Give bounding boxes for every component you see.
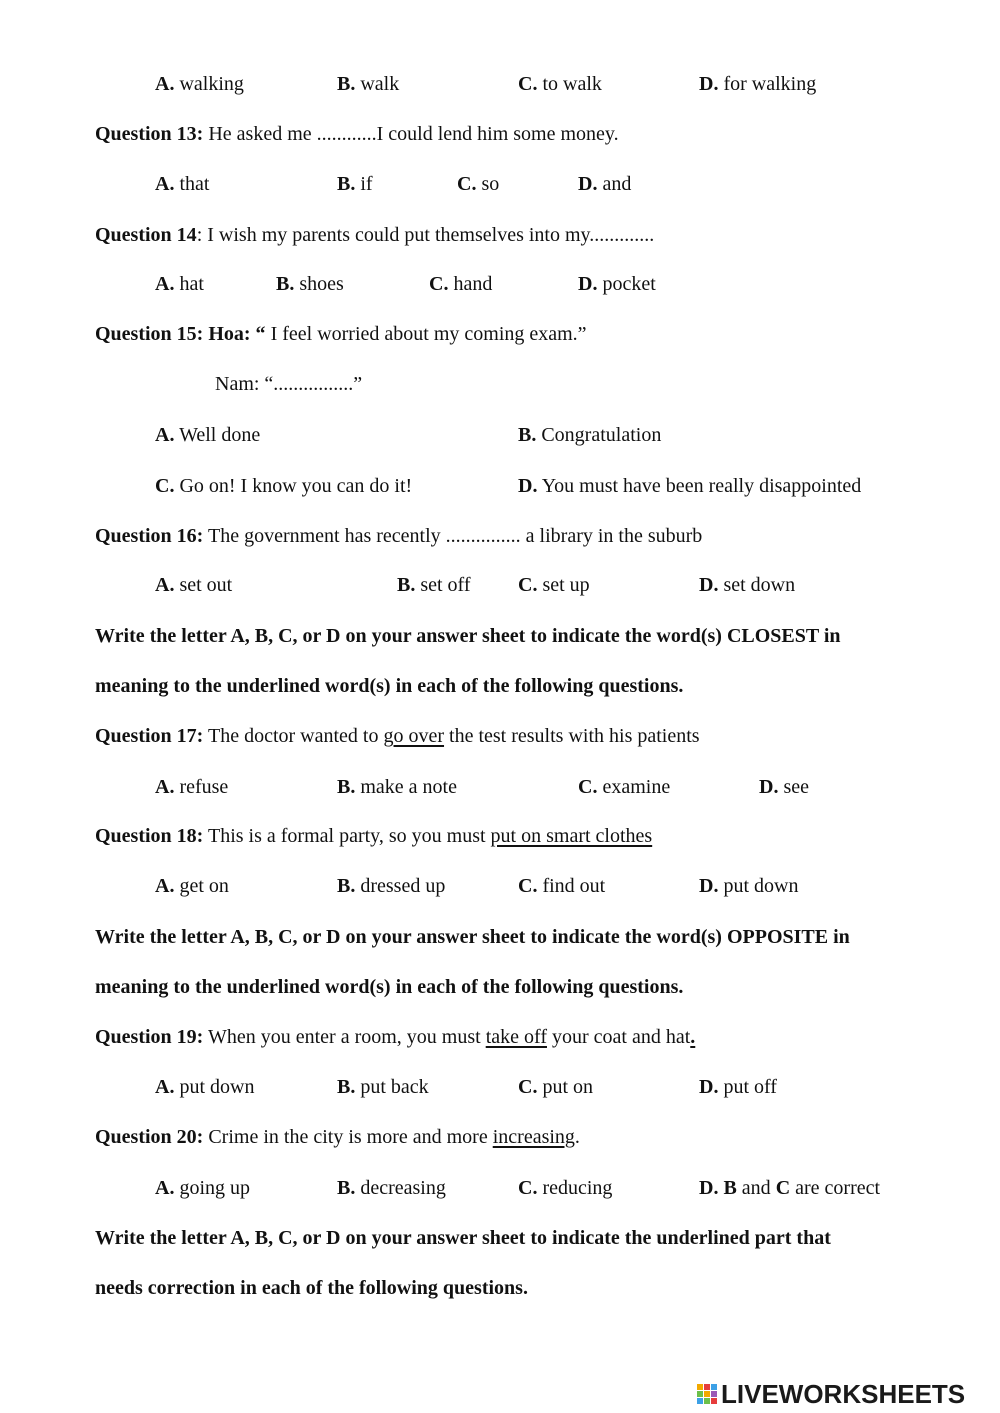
q14-option-c: C. hand <box>429 273 493 295</box>
q13-option-d: D. and <box>578 173 632 195</box>
q17-option-d: D. see <box>759 776 809 798</box>
question-16: Question 16: The government has recently ............... a library in the suburb <box>95 525 703 547</box>
q16-option-b: B. set off <box>397 574 471 596</box>
q19-underlined: take off <box>485 1026 547 1048</box>
q18-option-d: D. put down <box>699 875 799 897</box>
q18-option-c: C. find out <box>518 875 606 897</box>
q17-underlined: go over <box>383 725 445 747</box>
q20-option-d: D. B and C are correct <box>699 1177 881 1199</box>
q19-option-d: D. put off <box>699 1076 777 1098</box>
q16-option-a: A. set out <box>155 574 233 596</box>
question-20: Question 20: Crime in the city is more and more increasing. <box>95 1126 580 1148</box>
question-17: Question 17: The doctor wanted to go over the test results with his patients <box>95 725 700 747</box>
question-19: Question 19: When you enter a room, you must take off your coat and hat. <box>95 1026 696 1048</box>
q18-option-a: A. get on <box>155 875 229 897</box>
question-14: Question 14: I wish my parents could put themselves into my............. <box>95 224 655 246</box>
instruction-closest-line2: meaning to the underlined word(s) in each of the following questions. <box>95 675 684 697</box>
liveworksheets-logo <box>697 1377 965 1411</box>
q20-option-b: B. decreasing <box>337 1177 446 1199</box>
q18-underlined: put on smart clothes <box>490 825 653 847</box>
liveworksheets-logo-text: LIVEWORKSHEETS <box>721 1378 966 1409</box>
question-15-reply: Nam: “................” <box>215 373 363 395</box>
q20-option-a: A. going up <box>155 1177 251 1199</box>
q16-option-c: C. set up <box>518 574 590 596</box>
q12-option-b: B. walk <box>337 73 400 95</box>
q13-option-b: B. if <box>337 173 373 195</box>
q20-option-c: C. reducing <box>518 1177 613 1199</box>
q19-option-a: A. put down <box>155 1076 255 1098</box>
liveworksheets-logo-icon <box>697 1384 717 1404</box>
instruction-correction-line1: Write the letter A, B, C, or D on your answer sheet to indicate the underlined part that <box>95 1227 831 1249</box>
q12-option-a: A. walking <box>155 73 244 95</box>
question-18: Question 18: This is a formal party, so you must put on smart clothes <box>95 825 653 847</box>
q15-option-b: B. Congratulation <box>518 424 662 446</box>
q15-option-a: A. Well done <box>155 424 261 446</box>
question-13: Question 13: He asked me ............I could lend him some money. <box>95 123 619 145</box>
q19-option-c: C. put on <box>518 1076 594 1098</box>
q17-option-a: A. refuse <box>155 776 229 798</box>
instruction-correction-line2: needs correction in each of the following questions. <box>95 1277 528 1299</box>
q12-option-c: C. to walk <box>518 73 602 95</box>
q12-option-d: D. for walking <box>699 73 817 95</box>
instruction-opposite-line2: meaning to the underlined word(s) in each of the following questions. <box>95 976 684 998</box>
instruction-opposite-line1: Write the letter A, B, C, or D on your answer sheet to indicate the word(s) OPPOSITE in <box>95 926 850 948</box>
q15-option-c: C. Go on! I know you can do it! <box>155 475 413 497</box>
q20-underlined: increasing <box>492 1126 575 1148</box>
q15-option-d: D. You must have been really disappointed <box>518 475 862 497</box>
q19-option-b: B. put back <box>337 1076 429 1098</box>
question-15: Question 15: Hoa: “ I feel worried about my coming exam.” <box>95 323 587 345</box>
instruction-closest-line1: Write the letter A, B, C, or D on your answer sheet to indicate the word(s) CLOSEST in <box>95 625 841 647</box>
q14-option-b: B. shoes <box>276 273 344 295</box>
q14-option-d: D. pocket <box>578 273 656 295</box>
q13-option-a: A. that <box>155 173 210 195</box>
q17-option-b: B. make a note <box>337 776 457 798</box>
q18-option-b: B. dressed up <box>337 875 446 897</box>
q13-option-c: C. so <box>457 173 500 195</box>
q14-option-a: A. hat <box>155 273 204 295</box>
q16-option-d: D. set down <box>699 574 796 596</box>
q17-option-c: C. examine <box>578 776 671 798</box>
